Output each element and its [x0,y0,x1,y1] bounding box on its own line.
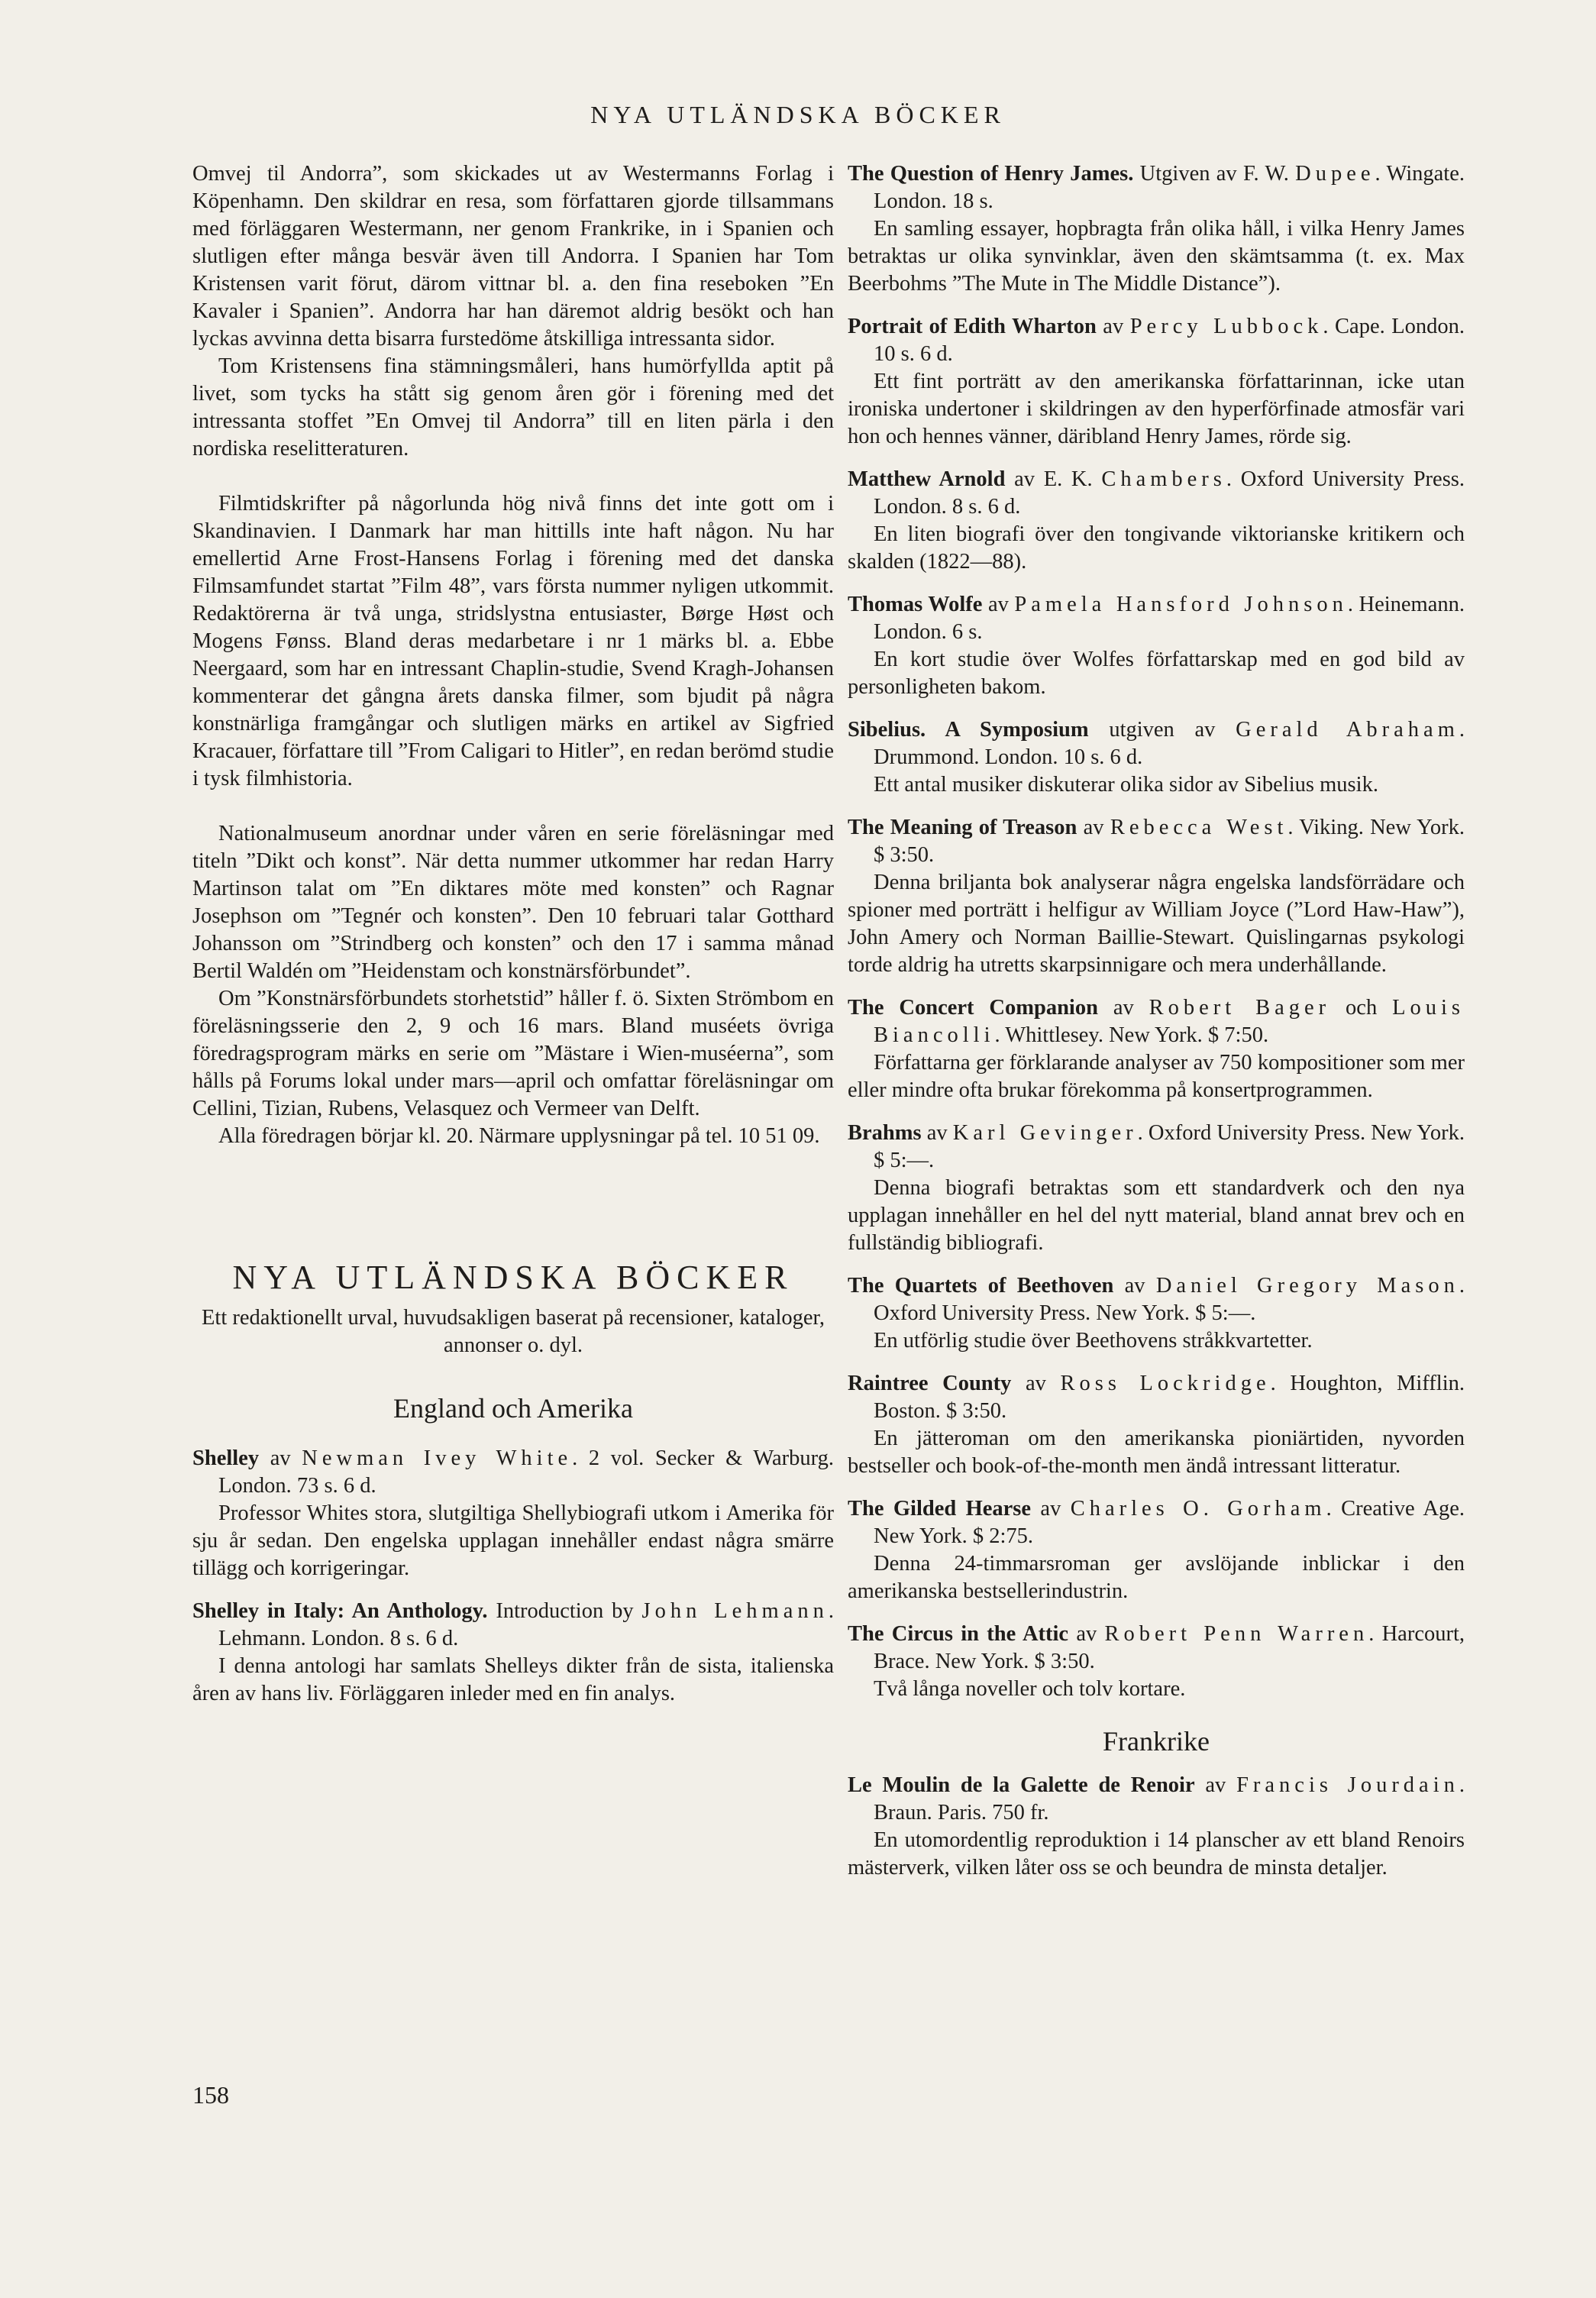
book-publisher: . Oxford University Press. New York. $ 5:—. [874,1274,1465,1325]
book-entry [848,994,1465,1104]
book-publisher: . Heinemann. London. 6 s. [874,593,1465,644]
book-author: Robert Penn Warren [1104,1622,1369,1646]
book-entry [848,313,1465,451]
book-meta: av [982,593,1015,616]
book-publisher: . Harcourt, Brace. New York. $ 3:50. [874,1622,1465,1673]
book-title-line [848,1272,1465,1327]
book-publisher: . Viking. New York. $ 3:50. [874,816,1465,867]
book-description: I denna antologi har samlats Shelleys dikter från de sista, italienska åren av hans liv. Förläggaren inleder med en fin analys. [192,1654,834,1705]
book-author: Rebecca West [1110,816,1288,839]
book-author: Karl Gevinger [952,1121,1138,1145]
book-entry [848,1772,1465,1882]
paragraph-nationalmuseum-2: Om ”Konstnärsförbundets storhetstid” håller f. ö. Sixten Strömbom en föreläsningsserie den 2, 9 och 16 mars. Bland muséets övriga föredragsprogram märks en serie om ”Mästare i Wien-muséerna”, som hålls på Forums lokal under mars—april och omfattar föreläsningar om Cellini, Tizian, Rubens, Velasquez och Vermeer van Delft. [192,987,834,1120]
book-author: Robert Bager [1149,996,1331,1020]
book-description: En samling essayer, hopbragta från olika håll, i vilka Henry James betraktas ur olika synvinklar, även den skämtsamma (t. ex. Max Beerbohms ”The Mute in The Middle Distance”). [848,217,1465,296]
book-meta: utgiven av [1088,718,1236,742]
book-description: Denna biografi betraktas som ett standardverk och den nya upplagan innehåller en hel del nytt material, bland annat brev och en fullständig bibliografi. [848,1176,1465,1255]
book-author: Pamela Hansford Johnson [1014,593,1348,616]
book-author: Chambers [1101,467,1226,491]
book-description: Denna 24-timmarsroman ger avslöjande inblickar i den amerikanska bestsellerindustrin. [848,1552,1465,1603]
book-publisher: . Drummond. London. 10 s. 6 d. [874,718,1465,769]
book-publisher: . Oxford University Press. New York. $ 5:—. [874,1121,1465,1172]
book-title-line [848,716,1465,771]
book-title: The Gilded Hearse [848,1497,1032,1521]
book-author: Gerald Abraham [1236,718,1459,742]
book-entry [848,1120,1465,1257]
paragraph-andorra-1: Omvej til Andorra”, som skickades ut av Westermanns Forlag i Köpenhamn. Den skildrar en resa, som författaren gjorde tillsammans med förläggaren Westermann, ner genom Frankrike, in i Spanien och slutligen efter många besvär även till Andorra. I Spanien har Tom Kristensen varit förut, därom vittnar bl. a. den fina reseboken ”En Kavaler i Spanien”. Andorra har han däremot aldrig besökt och han lyckas avvinna detta bisarra furstedöme åtskilliga intressanta sidor. [192,162,834,351]
book-title-line [848,1370,1465,1425]
book-title-line [848,1120,1465,1175]
book-meta: av [1194,1773,1237,1797]
book-publisher: . Creative Age. New York. $ 2:75. [874,1497,1465,1548]
book-title-line [848,313,1465,368]
book-title-line [848,466,1465,521]
paragraph-nationalmuseum-1: Nationalmuseum anordnar under våren en serie föreläsningar med titeln ”Dikt och konst”. När detta nummer utkommer har redan Harry Martinson talat om ”En diktares möte med konsten” och Ragnar Josephson om ”Tegnér och konsten”. Den 10 februari talar Gotthard Johansson om ”Strindberg och konsten” och den 17 i samma månad Bertil Waldén om ”Heidenstam och konstnärsförbundet”. [192,822,834,983]
book-entry [848,1272,1465,1355]
book-entry [848,591,1465,701]
book-description: Ett antal musiker diskuterar olika sidor av Sibelius musik. [874,773,1378,797]
book-author: Francis Jourdain [1236,1773,1459,1797]
book-entry [848,716,1465,799]
book-publisher: . Whittlesey. New York. $ 7:50. [994,1023,1269,1047]
book-publisher: . Cape. London. 10 s. 6 d. [874,315,1465,366]
book-author: Percy Lubbock [1129,315,1323,338]
book-title: Le Moulin de la Galette de Renoir [848,1773,1195,1797]
book-publisher: . Wingate. London. 18 s. [874,162,1465,213]
book-title: Matthew Arnold [848,467,1006,491]
book-description: En liten biografi över den tongivande viktorianske kritikern och skalden (1822—88). [848,522,1465,574]
book-meta: av [1077,816,1110,839]
book-title: Raintree County [848,1372,1012,1395]
book-entry [848,814,1465,979]
book-title: Shelley [192,1446,260,1470]
book-description: Författarna ger förklarande analyser av 750 kompositioner som mer eller mindre ofta brukar förekomma på konsertprogrammen. [848,1051,1465,1102]
book-author: Ross Lockridge [1060,1372,1271,1395]
book-title: Portrait of Edith Wharton [848,315,1097,338]
book-publisher: . Oxford University Press. London. 8 s. 6 d. [874,467,1465,519]
subhead-frankrike: Frankrike [1103,1726,1210,1757]
book-description: En kort studie över Wolfes författarskap med en god bild av personligheten bakom. [848,648,1465,699]
book-entry [848,1495,1465,1605]
book-description: En utförlig studie över Beethovens stråkkvartetter. [874,1329,1313,1353]
book-entry [192,1598,834,1708]
paragraph-film: Filmtidskrifter på någorlunda hög nivå finns det inte gott om i Skandinavien. I Danmark har man hittills inte haft någon. Nu har emellertid Arne Frost-Hansens Forlag i förening med det danska Filmsamfundet startat ”Film 48”, vars första nummer nyligen utkommit. Redaktörerna är två unga, stridslystna entusiaster, Børge Høst och Mogens Fønss. Bland deras medarbetare i nr 1 märks bl. a. Ebbe Neergaard, som har en intressant Chaplin-studie, Svend Kragh-Johansen kommenterar det gångna årets danska filmer, som bjudit på några konstnärliga framgångar och slutligen märks en artikel av Sigfried Kracauer, författare till ”From Caligari to Hitler”, en redan berömd studie i tysk filmhistoria. [192,492,834,790]
book-title-line [848,1621,1465,1676]
book-title: The Circus in the Attic [848,1622,1069,1646]
book-entry [848,1621,1465,1703]
book-description: En jätteroman om den amerikanska pioniärtiden, nyvorden bestseller och book-of-the-month men ändå intressant litteratur. [848,1427,1465,1478]
book-meta-join: och [1330,996,1393,1020]
book-meta: av E. K. [1005,467,1102,491]
book-title-line [848,994,1465,1049]
book-title-line [192,1445,834,1500]
book-meta: Utgiven av F. W. [1133,162,1296,186]
book-meta: Introduction by [487,1599,642,1623]
book-title: The Quartets of Beethoven [848,1274,1114,1298]
book-title-line [848,160,1465,215]
book-description: Två långa noveller och tolv kortare. [874,1677,1186,1701]
book-description: Ett fint porträtt av den amerikanska författarinnan, icke utan ironiska undertoner i skildringen av den hyperförfinade atmosfär vari hon och hennes vänner, däribland Henry James, rörde sig. [848,370,1465,448]
book-meta: av [1068,1622,1105,1646]
running-head: NYA UTLÄNDSKA BÖCKER [590,101,1006,128]
right-column [848,160,1465,1897]
book-author-second: Louis Biancolli [874,996,1465,1047]
book-publisher: . 2 vol. Secker & Warburg. London. 73 s. 6 d. [218,1446,834,1498]
book-meta: av [1097,996,1149,1020]
book-entry [848,1370,1465,1480]
book-meta: av [921,1121,953,1145]
book-meta: av [1113,1274,1156,1298]
book-publisher: . Braun. Paris. 750 fr. [874,1773,1465,1825]
book-title: The Meaning of Treason [848,816,1077,839]
left-column [192,160,834,1723]
book-author: Newman Ivey White [302,1446,573,1470]
book-meta: av [1031,1497,1071,1521]
book-author: Daniel Gregory Mason [1155,1274,1459,1298]
section-title: NYA UTLÄNDSKA BÖCKER [232,1259,794,1296]
book-title-line [848,1772,1465,1827]
book-entry [848,160,1465,298]
book-publisher: . Houghton, Mifflin. Boston. $ 3:50. [874,1372,1465,1423]
paragraph-nationalmuseum-3: Alla föredragen börjar kl. 20. Närmare upplysningar på tel. 10 51 09. [218,1124,820,1148]
book-title: Shelley in Italy: An Anthology. [192,1599,488,1623]
book-description: Denna briljanta bok analyserar några engelska landsförrädare och spioner med porträtt i helfigur av William Joyce (”Lord Haw-Haw”), John Amery och Norman Baillie-Stewart. Quislingarnas psykologi torde aldrig ha utretts skarpsinnigare och mera underhållande. [848,871,1465,977]
book-meta: av [1011,1372,1061,1395]
book-title-line [192,1598,834,1653]
page-number: 158 [192,2081,229,2109]
book-description: En utomordentlig reproduktion i 14 planscher av ett bland Renoirs mästerverk, vilken låter oss se och beundra de minsta detaljer. [848,1828,1465,1879]
book-title: Sibelius. A Symposium [848,718,1089,742]
book-description: Professor Whites stora, slutgiltiga Shellybiografi utkom i Amerika för sju år sedan. Den engelska upplagan innehåller endast några smärre tillägg och korrigeringar. [192,1501,834,1580]
book-entry [848,466,1465,576]
book-title: The Question of Henry James. [848,162,1134,186]
book-title-line [848,591,1465,646]
book-title: The Concert Companion [848,996,1098,1020]
paragraph-andorra-2: Tom Kristensens fina stämningsmåleri, hans humörfyllda aptit på livet, som tycks ha stått sig genom åren gör i förening med det intressanta stoffet ”En Omvej til Andorra” till en liten pärla i den nordiska reselitteraturen. [192,354,834,461]
book-author: Charles O. Gorham [1070,1497,1326,1521]
book-title-line [848,1495,1465,1550]
book-title-line [848,814,1465,869]
book-author: John Lehmann [641,1599,829,1623]
book-title: Thomas Wolfe [848,593,983,616]
subhead-england-amerika: England och Amerika [393,1393,633,1424]
book-author: Dupee [1295,162,1375,186]
book-entry [192,1445,834,1582]
book-meta: av [1096,315,1130,338]
book-title: Brahms [848,1121,922,1145]
book-publisher: . Lehmann. London. 8 s. 6 d. [218,1599,834,1650]
book-meta: av [259,1446,302,1470]
section-subtitle: Ett redaktionellt urval, huvudsakligen baserat på recensioner, kataloger, annonser o. dyl. [202,1306,825,1357]
